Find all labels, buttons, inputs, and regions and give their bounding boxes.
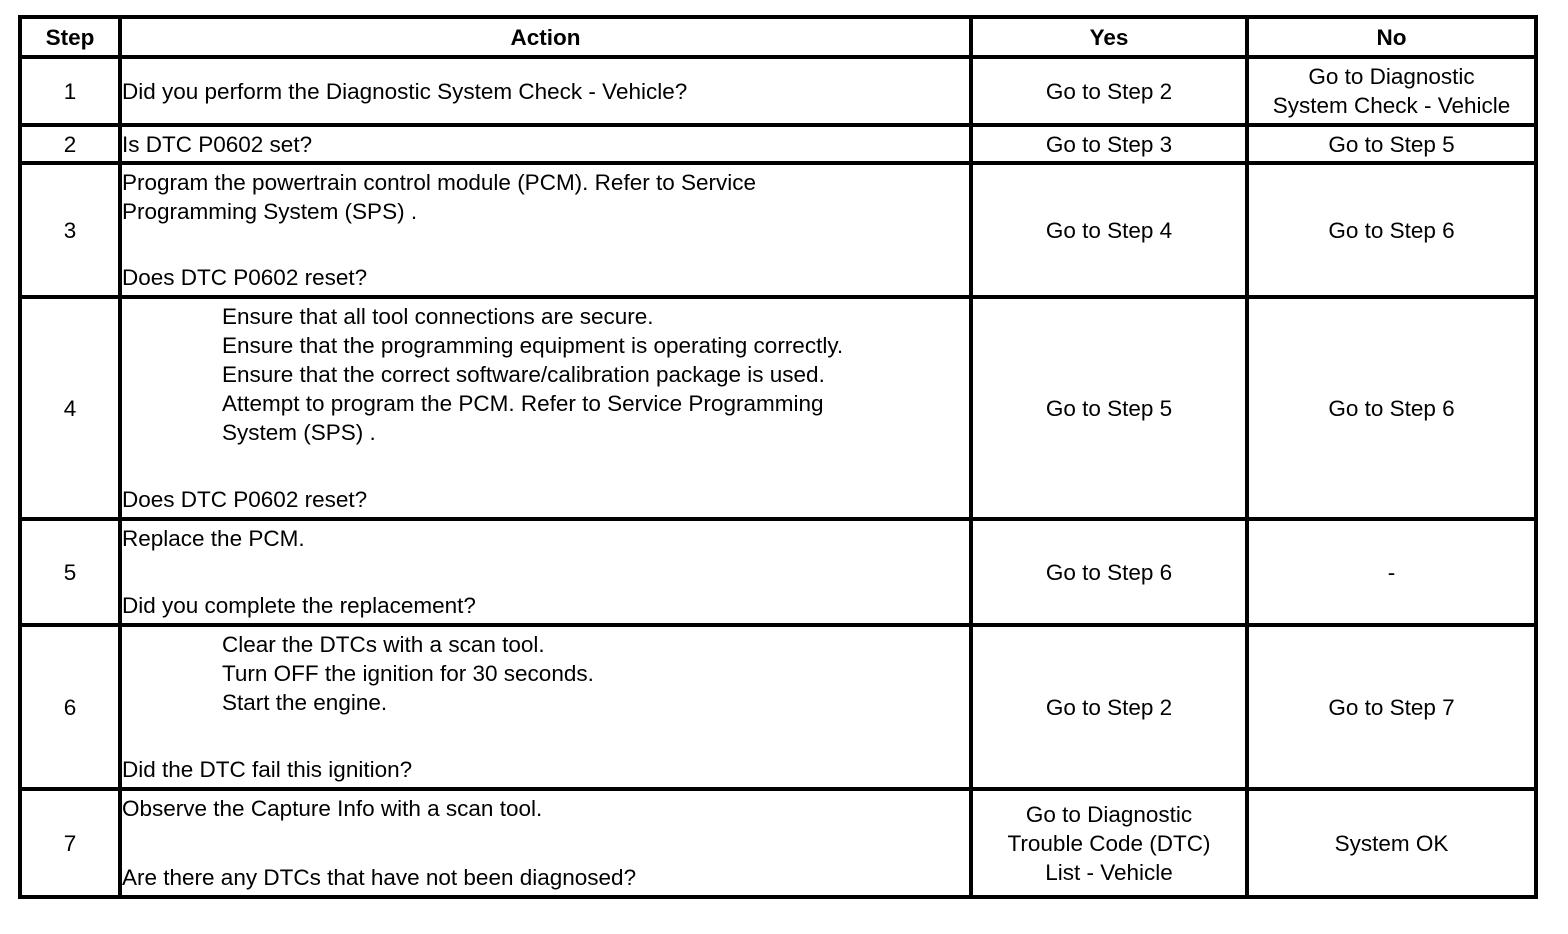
- step-number: 5: [20, 519, 120, 625]
- action-cell: [120, 625, 971, 789]
- action-text: Program the powertrain control module (PCM). Refer to Service: [122, 170, 756, 195]
- yes-cell: Go to Step 5: [971, 297, 1247, 519]
- header-action: Action: [120, 17, 971, 57]
- action-question: Did you complete the replacement?: [122, 593, 476, 618]
- action-text: Programming System (SPS) .: [122, 199, 418, 224]
- action-step-line: Ensure that the programming equipment is operating correctly.: [222, 333, 844, 358]
- no-cell: Go to Step 6: [1247, 297, 1536, 519]
- action-step-line: Attempt to program the PCM. Refer to Service Programming: [222, 391, 824, 416]
- no-cell: Go to Step 7: [1247, 625, 1536, 789]
- diagnostic-table: [18, 15, 1538, 899]
- header-yes: Yes: [971, 17, 1247, 57]
- table-row: [20, 297, 1536, 519]
- yes-text: Trouble Code (DTC): [1007, 830, 1211, 856]
- action-cell: [120, 163, 971, 297]
- no-cell: Go to Step 6: [1247, 163, 1536, 297]
- action-step-line: System (SPS) .: [222, 420, 376, 445]
- action-step-line: Turn OFF the ignition for 30 seconds.: [222, 661, 594, 686]
- yes-text: Go to Diagnostic: [1025, 801, 1193, 827]
- table-header-row: [20, 17, 1536, 57]
- action-text: Observe the Capture Info with a scan tool.: [122, 796, 543, 821]
- no-cell: Go to Step 5: [1247, 125, 1536, 163]
- no-cell: -: [1247, 519, 1536, 625]
- action-cell: [120, 125, 971, 163]
- action-steps-list: [122, 302, 969, 447]
- header-no: No: [1247, 17, 1536, 57]
- action-question: Are there any DTCs that have not been diagnosed?: [122, 865, 637, 890]
- step-number: 1: [20, 57, 120, 125]
- table-row: [20, 163, 1536, 297]
- step-number: 7: [20, 789, 120, 897]
- action-cell: [120, 57, 971, 125]
- yes-cell: Go to Step 2: [971, 57, 1247, 125]
- table-row: [20, 789, 1536, 897]
- step-number: 4: [20, 297, 120, 519]
- action-text: Is DTC P0602 set?: [122, 131, 313, 157]
- action-question: Does DTC P0602 reset?: [122, 265, 368, 290]
- action-cell: [120, 519, 971, 625]
- table-row: [20, 519, 1536, 625]
- action-cell: [120, 297, 971, 519]
- yes-cell: Go to Step 2: [971, 625, 1247, 789]
- action-steps-list: [122, 630, 969, 717]
- yes-text: List - Vehicle: [1045, 859, 1173, 885]
- no-cell: [1247, 57, 1536, 125]
- yes-cell: [971, 789, 1247, 897]
- action-question: Does DTC P0602 reset?: [122, 487, 368, 512]
- yes-cell: Go to Step 3: [971, 125, 1247, 163]
- yes-cell: Go to Step 6: [971, 519, 1247, 625]
- action-text: Did you perform the Diagnostic System Check - Vehicle?: [122, 78, 688, 104]
- no-cell: System OK: [1247, 789, 1536, 897]
- no-text: System Check - Vehicle: [1272, 93, 1511, 118]
- table-row: [20, 625, 1536, 789]
- yes-cell: Go to Step 4: [971, 163, 1247, 297]
- table-row: [20, 57, 1536, 125]
- no-text: Go to Diagnostic: [1308, 64, 1475, 89]
- action-step-line: Start the engine.: [222, 690, 388, 715]
- action-step-line: Ensure that the correct software/calibration package is used.: [222, 362, 825, 387]
- action-cell: [120, 789, 971, 897]
- header-step: Step: [20, 17, 120, 57]
- step-number: 3: [20, 163, 120, 297]
- action-step-line: Ensure that all tool connections are secure.: [222, 304, 654, 329]
- action-question: Did the DTC fail this ignition?: [122, 757, 413, 782]
- action-step-line: Clear the DTCs with a scan tool.: [222, 632, 545, 657]
- action-text: Replace the PCM.: [122, 526, 305, 551]
- step-number: 6: [20, 625, 120, 789]
- step-number: 2: [20, 125, 120, 163]
- table-row: [20, 125, 1536, 163]
